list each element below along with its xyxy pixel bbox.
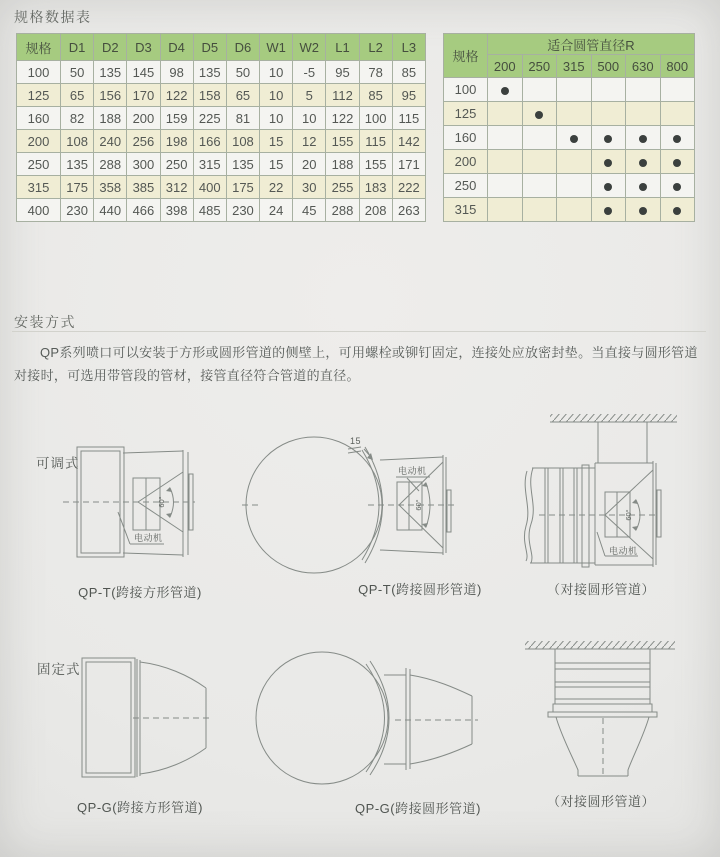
dot-icon: [535, 111, 543, 119]
fit-empty-cell: [488, 126, 523, 150]
fit-empty-cell: [626, 102, 661, 126]
fit-empty-cell: [488, 150, 523, 174]
fit-dot-cell: [557, 126, 592, 150]
fit-group-header: 适合圆管直径R: [488, 34, 695, 55]
spec-cell: 175: [226, 176, 259, 199]
diagram-qpt-square-duct: [25, 440, 210, 590]
spec-col-header: D6: [226, 34, 259, 61]
fit-empty-cell: [557, 174, 592, 198]
spec-row: [17, 84, 426, 107]
spec-cell: 358: [94, 176, 127, 199]
fit-diameter-header: 630: [626, 55, 661, 78]
dot-icon: [639, 135, 647, 143]
fit-row: [444, 126, 695, 150]
ceiling-hatch: [525, 641, 675, 649]
diagram-butt-round-duct-fixed: [510, 630, 700, 790]
spec-row: [17, 176, 426, 199]
fit-dot-cell: [626, 174, 661, 198]
spec-cell: 122: [160, 84, 193, 107]
spec-cell: 315: [193, 153, 226, 176]
spec-cell: 10: [293, 107, 326, 130]
spec-cell: 65: [226, 84, 259, 107]
spec-cell: 288: [94, 153, 127, 176]
spec-header-row: [17, 34, 426, 61]
dot-icon: [673, 135, 681, 143]
fit-empty-cell: [522, 198, 557, 222]
fit-empty-cell: [488, 102, 523, 126]
spec-cell: 125: [17, 84, 61, 107]
spec-cell: 135: [226, 153, 259, 176]
spec-data-table: [16, 33, 426, 222]
saddle-band: [366, 661, 389, 775]
spec-cell: 50: [226, 61, 259, 84]
fit-dot-cell: [522, 102, 557, 126]
spec-cell: 50: [61, 61, 94, 84]
fit-empty-cell: [522, 174, 557, 198]
spec-cell: 166: [193, 130, 226, 153]
vertical-duct: [553, 649, 652, 712]
caption-butt-round-top: （对接圆形管道）: [546, 582, 655, 597]
round-duct-circle: [256, 652, 388, 784]
spec-cell: 145: [127, 61, 160, 84]
fit-row: [444, 150, 695, 174]
spec-cell: 142: [392, 130, 425, 153]
spec-cell: 20: [293, 153, 326, 176]
spec-cell: 122: [326, 107, 359, 130]
fit-empty-cell: [557, 150, 592, 174]
fit-empty-cell: [626, 78, 661, 102]
spec-col-header: D2: [94, 34, 127, 61]
spec-col-header: W1: [260, 34, 293, 61]
spec-col-header: L3: [392, 34, 425, 61]
dim-15-callout: [348, 436, 373, 460]
spec-cell: 222: [392, 176, 425, 199]
caption-qpg-round: QP-G(跨接圆形管道): [355, 801, 481, 816]
caption-qpt-round: QP-T(跨接圆形管道): [358, 582, 482, 597]
fixed-type-label: 固定式: [37, 662, 81, 677]
diagram-qpg-round-duct: [245, 645, 480, 790]
spec-cell: 300: [127, 153, 160, 176]
spec-cell: 45: [293, 199, 326, 222]
flange: [548, 712, 657, 717]
section-divider: [12, 331, 706, 332]
spec-cell: 159: [160, 107, 193, 130]
fit-dot-cell: [660, 198, 695, 222]
spec-cell: 98: [160, 61, 193, 84]
fit-size-cell: 100: [444, 78, 488, 102]
spec-cell: 78: [359, 61, 392, 84]
spec-cell: 12: [293, 130, 326, 153]
fit-diameter-header: 500: [591, 55, 626, 78]
spec-cell: 100: [359, 107, 392, 130]
fit-empty-cell: [591, 78, 626, 102]
spec-cell: 5: [293, 84, 326, 107]
motor-label: 电动机: [134, 533, 163, 543]
spec-table-title: 规格数据表: [14, 9, 92, 25]
dot-icon: [673, 183, 681, 191]
spec-cell: 30: [293, 176, 326, 199]
fit-empty-cell: [557, 198, 592, 222]
spec-cell: 175: [61, 176, 94, 199]
fit-group-header-row: [444, 34, 695, 55]
hanger-rods: [598, 422, 647, 463]
spec-cell: 170: [127, 84, 160, 107]
fit-size-cell: 200: [444, 150, 488, 174]
fit-diameter-header: 250: [522, 55, 557, 78]
spec-cell: 10: [260, 84, 293, 107]
spec-cell: 188: [94, 107, 127, 130]
spec-cell: 108: [226, 130, 259, 153]
spec-table-body: [17, 61, 426, 222]
spec-cell: 160: [17, 107, 61, 130]
spec-cell: 466: [127, 199, 160, 222]
spec-cell: 250: [17, 153, 61, 176]
dot-icon: [639, 207, 647, 215]
spec-cell: 315: [17, 176, 61, 199]
fit-dot-cell: [660, 150, 695, 174]
spec-row: [17, 153, 426, 176]
spec-cell: 135: [193, 61, 226, 84]
fit-dot-cell: [660, 174, 695, 198]
horn-nozzle: [556, 717, 649, 776]
spec-cell: 188: [326, 153, 359, 176]
mounting-plate: [653, 461, 661, 567]
flange: [406, 668, 410, 770]
angle-indicator: [157, 487, 174, 518]
motor-box: [133, 478, 160, 530]
spec-row: [17, 199, 426, 222]
spec-cell: 156: [94, 84, 127, 107]
spec-cell: 135: [61, 153, 94, 176]
spec-cell: 24: [260, 199, 293, 222]
spec-cell: 225: [193, 107, 226, 130]
spec-cell: 10: [260, 107, 293, 130]
caption-butt-round-bottom: （对接圆形管道）: [546, 794, 655, 809]
dot-icon: [673, 207, 681, 215]
fit-empty-cell: [660, 102, 695, 126]
fit-diameter-header: 200: [488, 55, 523, 78]
spec-cell: 200: [127, 107, 160, 130]
flexible-duct: [524, 465, 595, 567]
fit-row: [444, 198, 695, 222]
spec-cell: 85: [359, 84, 392, 107]
spec-col-header: W2: [293, 34, 326, 61]
spec-cell: 95: [326, 61, 359, 84]
fit-empty-cell: [557, 102, 592, 126]
motor-label: 电动机: [609, 546, 638, 556]
spec-cell: 81: [226, 107, 259, 130]
fit-empty-cell: [522, 78, 557, 102]
dot-icon: [604, 183, 612, 191]
spec-cell: 256: [127, 130, 160, 153]
fit-row: [444, 102, 695, 126]
spec-cell: 288: [326, 199, 359, 222]
fit-dot-cell: [626, 198, 661, 222]
dot-icon: [673, 159, 681, 167]
spec-cell: 85: [392, 61, 425, 84]
spec-col-header: D3: [127, 34, 160, 61]
spec-cell: 263: [392, 199, 425, 222]
dim-15-label: 15: [350, 436, 362, 446]
fit-dot-cell: [626, 150, 661, 174]
spec-cell: 108: [61, 130, 94, 153]
spec-cell: 82: [61, 107, 94, 130]
spec-cell: 385: [127, 176, 160, 199]
fit-size-cell: 125: [444, 102, 488, 126]
fit-dot-cell: [591, 174, 626, 198]
fit-empty-cell: [591, 102, 626, 126]
diagram-butt-round-duct-adjustable: [505, 412, 705, 584]
diagram-qpt-round-duct: [240, 432, 460, 584]
dot-icon: [604, 159, 612, 167]
diagram-qpg-square-duct: [25, 650, 220, 790]
spec-cell: 115: [359, 130, 392, 153]
motor-label: 电动机: [398, 466, 427, 476]
square-duct-outline: [82, 658, 135, 777]
dot-icon: [604, 207, 612, 215]
spec-cell: 440: [94, 199, 127, 222]
fit-empty-cell: [660, 78, 695, 102]
fit-row: [444, 78, 695, 102]
spec-col-header: 规格: [17, 34, 61, 61]
spec-cell: 198: [160, 130, 193, 153]
caption-qpt-square: QP-T(跨接方形管道): [78, 585, 202, 600]
fit-dot-cell: [591, 150, 626, 174]
dot-icon: [639, 159, 647, 167]
spec-cell: 240: [94, 130, 127, 153]
spec-col-header: L2: [359, 34, 392, 61]
fit-empty-cell: [522, 150, 557, 174]
spec-row: [17, 61, 426, 84]
spec-cell: 200: [17, 130, 61, 153]
spec-cell: 22: [260, 176, 293, 199]
fit-corner-header: 规格: [444, 34, 488, 78]
spec-cell: -5: [293, 61, 326, 84]
spec-cell: 15: [260, 153, 293, 176]
spec-cell: 135: [94, 61, 127, 84]
ceiling-hatch: [550, 414, 677, 422]
round-duct-circle: [246, 437, 382, 573]
spec-cell: 230: [61, 199, 94, 222]
mounting-plate: [183, 450, 193, 557]
spec-cell: 312: [160, 176, 193, 199]
spec-cell: 485: [193, 199, 226, 222]
spec-cell: 100: [17, 61, 61, 84]
fit-dot-cell: [591, 198, 626, 222]
dot-icon: [604, 135, 612, 143]
spec-row: [17, 107, 426, 130]
fit-empty-cell: [488, 174, 523, 198]
adjustable-type-label: 可调式: [36, 456, 80, 471]
fit-dot-cell: [626, 126, 661, 150]
spec-cell: 112: [326, 84, 359, 107]
spec-col-header: D5: [193, 34, 226, 61]
spec-col-header: D1: [61, 34, 94, 61]
install-section-title: 安装方式: [14, 314, 76, 330]
fit-dot-cell: [660, 126, 695, 150]
spec-cell: 400: [17, 199, 61, 222]
spec-cell: 230: [226, 199, 259, 222]
fit-dot-cell: [488, 78, 523, 102]
spec-cell: 171: [392, 153, 425, 176]
spec-cell: 115: [392, 107, 425, 130]
spec-cell: 65: [61, 84, 94, 107]
spec-cell: 158: [193, 84, 226, 107]
motor-callout: [396, 465, 430, 491]
dot-icon: [501, 87, 509, 95]
motor-callout: [118, 512, 164, 544]
spec-cell: 10: [260, 61, 293, 84]
fit-empty-cell: [557, 78, 592, 102]
spec-cell: 155: [326, 130, 359, 153]
fit-table-body: [444, 78, 695, 222]
dot-icon: [639, 183, 647, 191]
fit-diameter-table: [443, 33, 695, 222]
spec-col-header: D4: [160, 34, 193, 61]
fit-size-cell: 160: [444, 126, 488, 150]
spec-cell: 400: [193, 176, 226, 199]
spec-cell: 183: [359, 176, 392, 199]
spec-cell: 255: [326, 176, 359, 199]
spec-cell: 15: [260, 130, 293, 153]
spec-col-header: L1: [326, 34, 359, 61]
angle-label: 60°: [414, 499, 423, 511]
dot-icon: [570, 135, 578, 143]
angle-label: 60°: [624, 509, 633, 521]
spec-cell: 95: [392, 84, 425, 107]
fit-empty-cell: [522, 126, 557, 150]
caption-qpg-square: QP-G(跨接方形管道): [77, 800, 203, 815]
spec-cell: 208: [359, 199, 392, 222]
spec-cell: 250: [160, 153, 193, 176]
spec-row: [17, 130, 426, 153]
spec-cell: 398: [160, 199, 193, 222]
fit-size-cell: 250: [444, 174, 488, 198]
angle-label: 60°: [157, 496, 166, 508]
fit-row: [444, 174, 695, 198]
fit-diameter-header: 800: [660, 55, 695, 78]
install-paragraph: QP系列喷口可以安装于方形或圆形管道的侧壁上，可用螺栓或铆钉固定，连接处应放密封垫。当直接与圆形管道对接时，可选用带管段的管材，接管直径符合管道的直径。: [14, 345, 698, 383]
spec-cell: 155: [359, 153, 392, 176]
fit-empty-cell: [488, 198, 523, 222]
fit-diameter-header: 315: [557, 55, 592, 78]
fit-dot-cell: [591, 126, 626, 150]
fit-size-cell: 315: [444, 198, 488, 222]
